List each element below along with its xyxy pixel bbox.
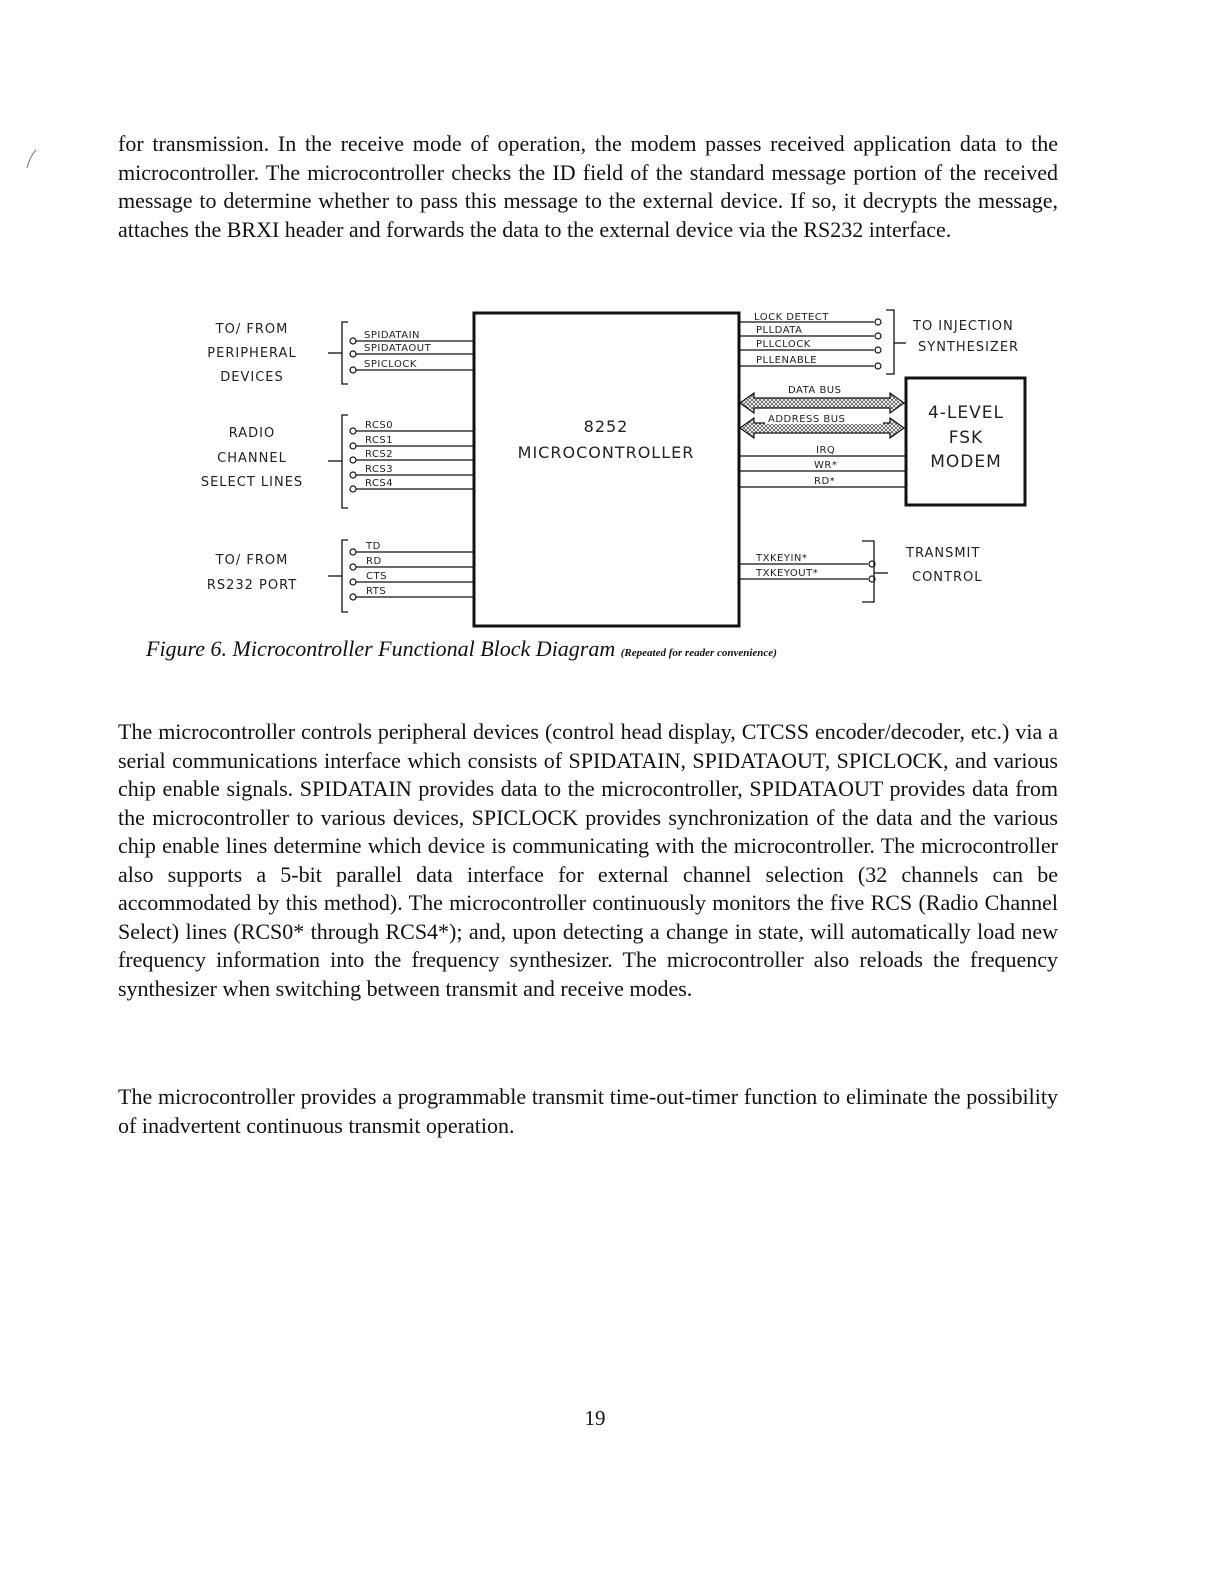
spidatain-pin — [350, 338, 356, 344]
paragraph-timeout-timer: The microcontroller provides a programmable transmit time-out-timer function to eliminate the possibility of inadvertent continuous transmit operation. — [118, 1084, 1058, 1138]
paragraph-peripheral-control: The microcontroller controls peripheral devices (control head display, CTCSS encoder/decoder, etc.) via a serial communications interface which consists of SPIDATAIN, SPIDATAOUT, SPICLOCK, and various chip enable signals. SPIDATAIN provides data to the microcontroller, SPIDATAOUT provides data from the microcontroller to various devices, SPICLOCK provides synchronization of the data and the various chip enable lines determine which device is communicating with the microcontroller. The microcontroller also supports a 5-bit parallel data interface for external channel selection (32 channels can be accommodated by this method). The microcontroller continuously monitors the five RCS (Radio Channel Select) lines (RCS0* through RCS4*); and, upon detecting a change in state, will automatically load new frequency information into the frequency synthesizer. The microcontroller also reloads the frequency synthesizer when switching between transmit and receive modes. — [118, 719, 1058, 1001]
transmit-label-1: TRANSMIT — [906, 546, 981, 561]
bracket-radio — [342, 415, 348, 508]
spidatain-label: SPIDATAIN — [364, 330, 421, 341]
rcs2-label: RCS2 — [365, 449, 394, 460]
modem-label-3: MODEM — [930, 452, 1002, 472]
radio-label-2: CHANNEL — [217, 451, 287, 466]
figure-caption-text: Figure 6. Microcontroller Functional Block Diagram — [146, 636, 616, 661]
mcu-label: MICROCONTROLLER — [517, 443, 695, 462]
rts-pin — [350, 594, 356, 600]
rcs1-label: RCS1 — [365, 435, 394, 446]
txkeyout-label: TXKEYOUT* — [756, 568, 819, 579]
microcontroller-box — [474, 313, 739, 626]
irq-label: IRQ — [816, 445, 836, 456]
radio-label-3: SELECT LINES — [200, 475, 304, 490]
pllenable-label: PLLENABLE — [756, 355, 818, 366]
td-label: TD — [366, 541, 381, 552]
bracket-rs232 — [342, 540, 348, 612]
spidataout-label: SPIDATAOUT — [364, 343, 432, 354]
modem-label-1: 4-LEVEL — [927, 403, 1005, 423]
td-pin — [350, 549, 356, 555]
address-bus-label: ADDRESS BUS — [768, 414, 846, 425]
peripheral-label-3: DEVICES — [220, 370, 284, 385]
rts-label: RTS — [366, 586, 387, 597]
spidataout-pin — [350, 351, 356, 357]
peripheral-label-2: PERIPHERAL — [207, 346, 297, 361]
modem-label-2: FSK — [948, 428, 984, 448]
wr-label: WR* — [814, 460, 838, 471]
rcs1-pin — [350, 443, 356, 449]
rd-pin — [350, 564, 356, 570]
figure-caption-note: (Repeated for reader convenience) — [620, 647, 777, 659]
block-diagram — [0, 0, 1224, 640]
rcs3-pin — [350, 472, 356, 478]
cts-label: CTS — [366, 571, 387, 582]
rcs2-pin — [350, 457, 356, 463]
plldata-pin — [875, 333, 881, 339]
rcs4-label: RCS4 — [365, 478, 394, 489]
rcs0-pin — [350, 428, 356, 434]
injection-label-2: SYNTHESIZER — [918, 340, 1020, 355]
bracket-peripheral — [342, 322, 348, 384]
mcu-model: 8252 — [583, 417, 629, 436]
lock-detect-pin — [875, 319, 881, 325]
injection-label-1: TO INJECTION — [913, 319, 1014, 334]
rd-ctrl-label: RD* — [814, 476, 836, 487]
cts-pin — [350, 579, 356, 585]
data-bus-arrow — [740, 393, 904, 413]
scan-mark — [27, 150, 36, 168]
txkeyin-label: TXKEYIN* — [756, 553, 808, 564]
page-number: 19 — [584, 1406, 606, 1430]
radio-label-1: RADIO — [228, 426, 276, 441]
bracket-injection — [886, 310, 894, 374]
pllclock-pin — [875, 347, 881, 353]
pllclock-label: PLLCLOCK — [756, 339, 811, 350]
peripheral-label-1: TO/ FROM — [215, 322, 289, 337]
lock-detect-label: LOCK DETECT — [754, 312, 829, 323]
pllenable-pin — [875, 363, 881, 369]
rcs3-label: RCS3 — [365, 464, 394, 475]
spiclock-label: SPICLOCK — [364, 359, 417, 370]
rcs4-pin — [350, 486, 356, 492]
transmit-label-2: CONTROL — [912, 570, 983, 585]
rs232-label-2: RS232 PORT — [206, 578, 298, 593]
rcs0-label: RCS0 — [365, 420, 394, 431]
data-bus-label: DATA BUS — [788, 385, 842, 396]
rs232-label-1: TO/ FROM — [215, 553, 289, 568]
figure-caption — [146, 636, 777, 662]
spiclock-pin — [350, 367, 356, 373]
plldata-label: PLLDATA — [756, 325, 803, 336]
bracket-transmit — [862, 541, 874, 602]
rd-label: RD — [366, 556, 382, 567]
paragraph-receive-mode: for transmission. In the receive mode of operation, the modem passes received application data to the microcontroller. The microcontroller checks the ID field of the standard message portion of the received message to determine whether to pass this message to the external device. If so, it decrypts the message, attaches the BRXI header and forwards the data to the external device via the RS232 interface. — [118, 131, 1058, 242]
